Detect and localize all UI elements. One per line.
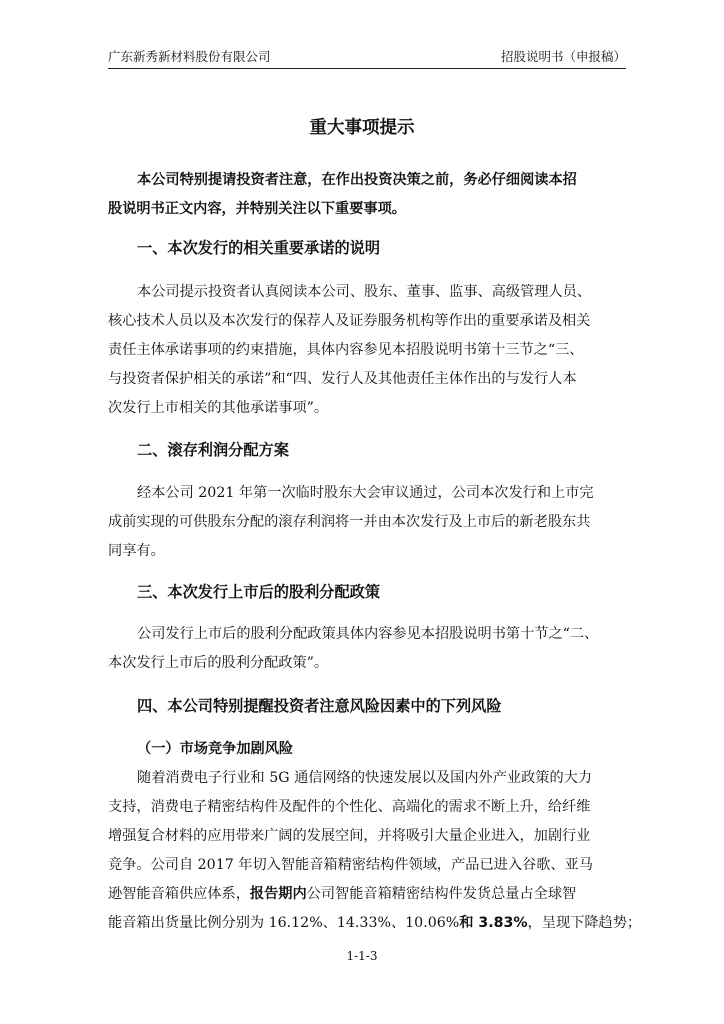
section-4-subheading: （一）市场竞争加剧风险	[137, 741, 294, 757]
section-1-line: 本公司提示投资者认真阅读本公司、股东、董事、监事、高级管理人员、	[137, 284, 592, 300]
line6-text-a: 能音箱出货量比例分别为 16.12%、14.33%、10.06%	[108, 915, 460, 931]
line5-text-c: 公司智能音箱精密结构件发货总量占全球智	[306, 886, 577, 902]
page-title: 重大事项提示	[309, 118, 415, 138]
intro-paragraph	[108, 166, 628, 224]
section-4-line: 竞争。公司自 2017 年切入智能音箱精密结构件领域，产品已进入谷歌、亚马	[108, 857, 593, 873]
section-2-heading: 二、滚存利润分配方案	[137, 441, 289, 459]
section-1-paragraph	[108, 278, 628, 423]
page-number: 1-1-3	[346, 949, 378, 963]
intro-line-1: 本公司特别提请投资者注意，在作出投资决策之前，务必仔细阅读本招	[137, 172, 577, 188]
section-1-line: 与投资者保护相关的承诺”和“四、发行人及其他责任主体作出的与发行人本	[108, 371, 577, 387]
section-2-paragraph	[108, 479, 628, 566]
section-3-heading: 三、本次发行上市后的股利分配政策	[137, 583, 380, 601]
section-4-paragraph	[108, 764, 642, 938]
section-4-line	[108, 909, 642, 938]
percentage-emphasis: 和 3.83%	[459, 915, 528, 931]
line6-text-c: ，呈现下降趋势；	[527, 915, 642, 931]
line5-text-a: 逊智能音箱供应体系，	[108, 886, 250, 902]
section-3-line: 公司发行上市后的股利分配政策具体内容参见本招股说明书第十节之“二、	[137, 626, 599, 642]
section-1-heading: 一、本次发行的相关重要承诺的说明	[137, 239, 380, 257]
section-2-line: 经本公司 2021 年第一次临时股东大会审议通过，公司本次发行和上市完	[137, 485, 594, 501]
section-4-line: 增强复合材料的应用带来广阔的发展空间，并将吸引大量企业进入，加剧行业	[108, 828, 591, 844]
section-4-line: 支持，消费电子精密结构件及配件的个性化、高端化的需求不断上升，给纤维	[108, 799, 591, 815]
section-1-line: 次发行上市相关的其他承诺事项”。	[108, 400, 329, 416]
section-4-heading: 四、本公司特别提醒投资者注意风险因素中的下列风险	[137, 697, 502, 715]
section-2-line: 成前实现的可供股东分配的滚存利润将一并由本次发行及上市后的新老股东共	[108, 514, 591, 530]
header-document-type: 招股说明书（申报稿）	[500, 49, 626, 64]
section-2-line: 同享有。	[108, 543, 165, 559]
page-header	[108, 48, 626, 69]
section-4-line: 随着消费电子行业和 5G 通信网络的快速发展以及国内外产业政策的大力	[137, 770, 593, 786]
section-1-line: 核心技术人员以及本次发行的保荐人及证券服务机构等作出的重要承诺及相关	[108, 313, 591, 329]
section-4-line	[108, 880, 628, 909]
section-3-paragraph	[108, 620, 628, 678]
intro-line-2: 股说明书正文内容，并特别关注以下重要事项。	[108, 201, 406, 217]
section-1-line: 责任主体承诺事项的约束措施，具体内容参见本招股说明书第十三节之“三、	[108, 342, 584, 358]
section-3-line: 本次发行上市后的股利分配政策”。	[108, 655, 329, 671]
header-company-name: 广东新秀新材料股份有限公司	[108, 49, 271, 64]
reporting-period-emphasis: 报告期内	[249, 886, 307, 902]
